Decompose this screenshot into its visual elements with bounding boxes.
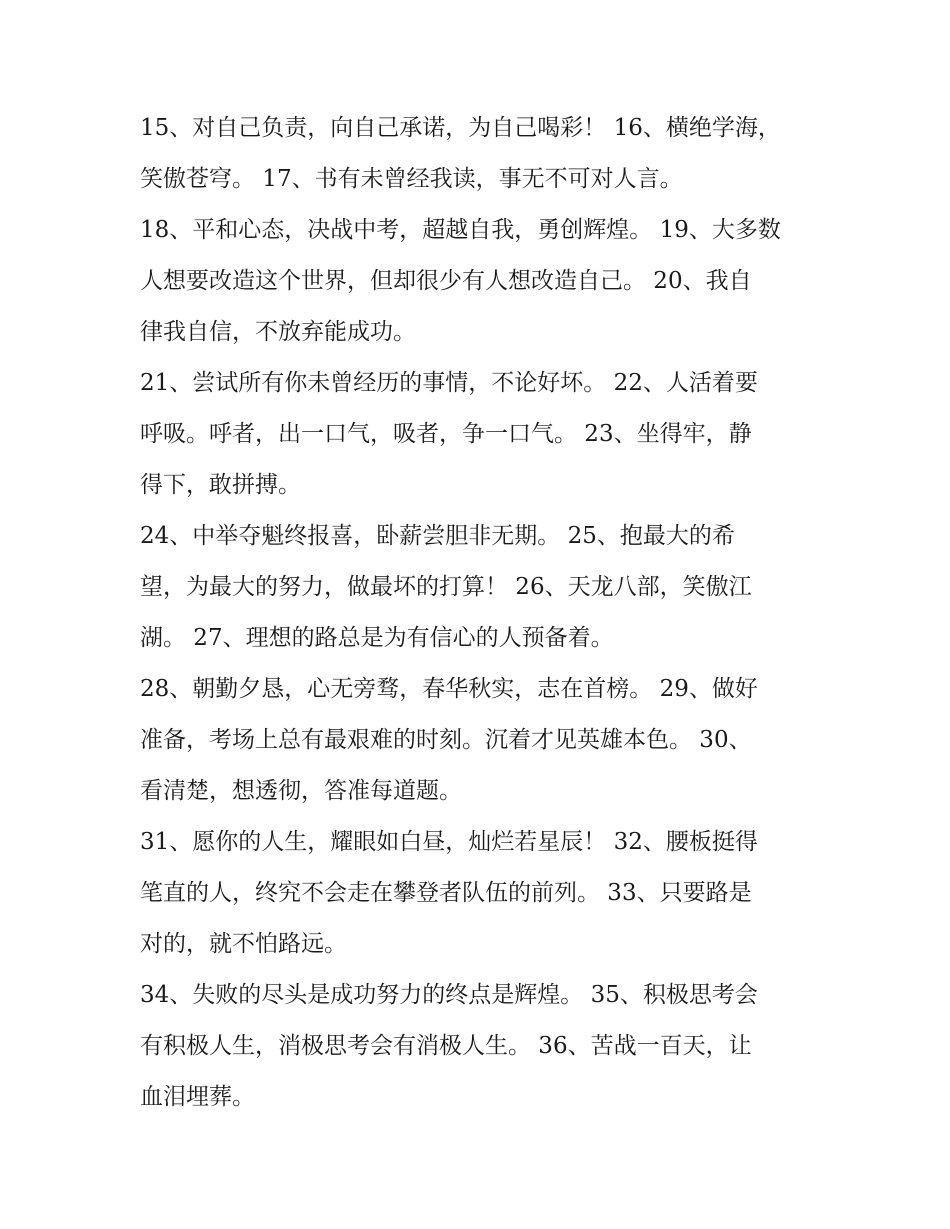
text-line: 律我自信，不放弃能成功。 (140, 319, 416, 345)
text-line: 对的，就不怕路远。 (140, 931, 347, 957)
paragraph-2 (140, 205, 820, 358)
text-line: 呼吸。呼者，出一口气，吸者，争一口气。 23、坐得牢，静 (140, 421, 752, 447)
text-line: 31、愿你的人生，耀眼如白昼，灿烂若星辰！ 32、腰板挺得 (140, 829, 758, 855)
text-line: 血泪埋葬。 (140, 1084, 255, 1110)
text-line: 笑傲苍穹。 17、书有未曾经我读，事无不可对人言。 (140, 166, 683, 192)
text-line: 24、中举夺魁终报喜，卧薪尝胆非无期。 25、抱最大的希 (140, 523, 735, 549)
text-line: 28、朝勤夕恳，心无旁骛，春华秋实，志在首榜。 29、做好 (140, 676, 758, 702)
text-line: 得下，敢拼搏。 (140, 472, 301, 498)
text-line: 有积极人生，消极思考会有消极人生。 36、苦战一百天，让 (140, 1033, 752, 1059)
text-line: 人想要改造这个世界，但却很少有人想改造自己。 20、我自 (140, 268, 752, 294)
paragraph-6 (140, 817, 820, 970)
text-line: 准备，考场上总有最艰难的时刻。沉着才见英雄本色。 30、 (140, 727, 752, 753)
text-line: 看清楚，想透彻，答准每道题。 (140, 778, 462, 804)
paragraph-7 (140, 970, 820, 1123)
paragraph-4 (140, 511, 820, 664)
text-line: 15、对自己负责，向自己承诺，为自己喝彩！ 16、横绝学海， (140, 115, 781, 141)
paragraph-3 (140, 358, 820, 511)
text-line: 18、平和心态，决战中考，超越自我，勇创辉煌。 19、大多数 (140, 217, 781, 243)
paragraph-1 (140, 103, 820, 205)
text-line: 笔直的人，终究不会走在攀登者队伍的前列。 33、只要路是 (140, 880, 752, 906)
text-line: 湖。 27、理想的路总是为有信心的人预备着。 (140, 625, 614, 651)
text-line: 21、尝试所有你未曾经历的事情，不论好坏。 22、人活着要 (140, 370, 758, 396)
paragraph-5 (140, 664, 820, 817)
document-body (140, 103, 820, 1123)
text-line: 34、失败的尽头是成功努力的终点是辉煌。 35、积极思考会 (140, 982, 758, 1008)
text-line: 望，为最大的努力，做最坏的打算！ 26、天龙八部，笑傲江 (140, 574, 752, 600)
